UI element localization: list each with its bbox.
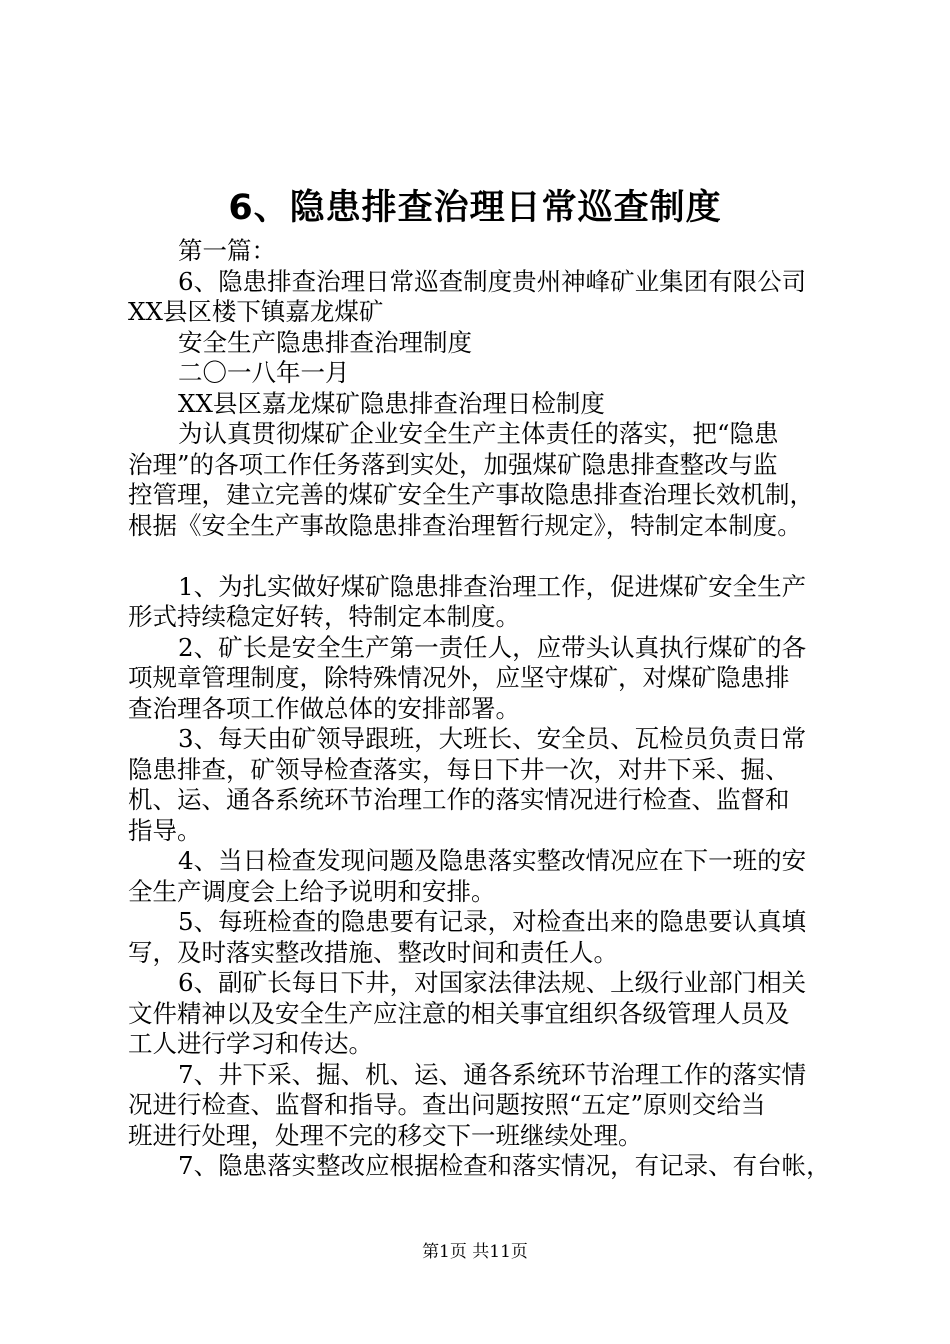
- text-line: 全生产调度会上给予说明和安排。: [128, 876, 496, 906]
- text-line: 二〇一八年一月: [178, 358, 350, 387]
- text-line: 6、隐患排查治理日常巡查制度贵州神峰矿业集团有限公司: [178, 266, 807, 296]
- text-line: 形式持续稳定好转，特制定本制度。: [128, 602, 520, 631]
- text-line: 根据《安全生产事故隐患排查治理暂行规定》，特制定本制度。: [128, 510, 802, 540]
- text-line: 4、当日检查发现问题及隐患落实整改情况应在下一班的安: [178, 846, 807, 875]
- text-line: 工人进行学习和传达。: [128, 1029, 373, 1058]
- text-line: 控管理，建立完善的煤矿安全生产事故隐患排查治理长效机制，: [128, 480, 814, 509]
- text-line: 机、运、通各系统环节治理工作的落实情况进行检查、监督和: [128, 785, 790, 814]
- document-title: 6、隐患排查治理日常巡查制度: [228, 188, 722, 228]
- text-line: 安全生产隐患排查治理制度: [178, 327, 472, 357]
- text-line: XX县区嘉龙煤矿隐患排查治理日检制度: [178, 388, 605, 418]
- text-line: 5、每班检查的隐患要有记录，对检查出来的隐患要认真填: [178, 907, 807, 936]
- text-line: 指导。: [128, 815, 202, 845]
- text-line: 治理”的各项工作任务落到实处，加强煤矿隐患排查整改与监: [128, 449, 778, 479]
- text-line: 况进行检查、监督和指导。查出问题按照“五定”原则交给当: [128, 1090, 766, 1119]
- text-line: 查治理各项工作做总体的安排部署。: [128, 693, 520, 723]
- text-line: 写，及时落实整改措施、整改时间和责任人。: [128, 937, 618, 967]
- text-line: 7、隐患落实整改应根据检查和落实情况，有记录、有台帐，: [178, 1151, 831, 1180]
- text-line: 班进行处理，处理不完的移交下一班继续处理。: [128, 1120, 643, 1150]
- page-number-footer: 第1页 共11页: [422, 1242, 528, 1262]
- text-line: 为认真贯彻煤矿企业安全生产主体责任的落实，把“隐患: [178, 419, 779, 448]
- text-line: 项规章管理制度，除特殊情况外，应坚守煤矿，对煤矿隐患排: [128, 663, 790, 692]
- text-line: 第一篇：: [178, 236, 276, 265]
- text-line: 1、为扎实做好煤矿隐患排查治理工作，促进煤矿安全生产: [178, 571, 807, 601]
- text-line: 文件精神以及安全生产应注意的相关事宜组织各级管理人员及: [128, 998, 790, 1028]
- text-line: 隐患排查，矿领导检查落实，每日下井一次，对井下采、掘、: [128, 754, 790, 784]
- text-line: 7、井下采、掘、机、运、通各系统环节治理工作的落实情: [178, 1059, 807, 1089]
- text-line: 3、每天由矿领导跟班，大班长、安全员、瓦检员负责日常: [178, 724, 807, 753]
- document-body: [128, 236, 833, 1182]
- text-line: XX县区楼下镇嘉龙煤矿: [128, 297, 384, 326]
- text-line: 2、矿长是安全生产第一责任人，应带头认真执行煤矿的各: [178, 632, 807, 662]
- text-line: 6、副矿长每日下井，对国家法律法规、上级行业部门相关: [178, 968, 807, 997]
- paragraph-gap: [128, 541, 833, 572]
